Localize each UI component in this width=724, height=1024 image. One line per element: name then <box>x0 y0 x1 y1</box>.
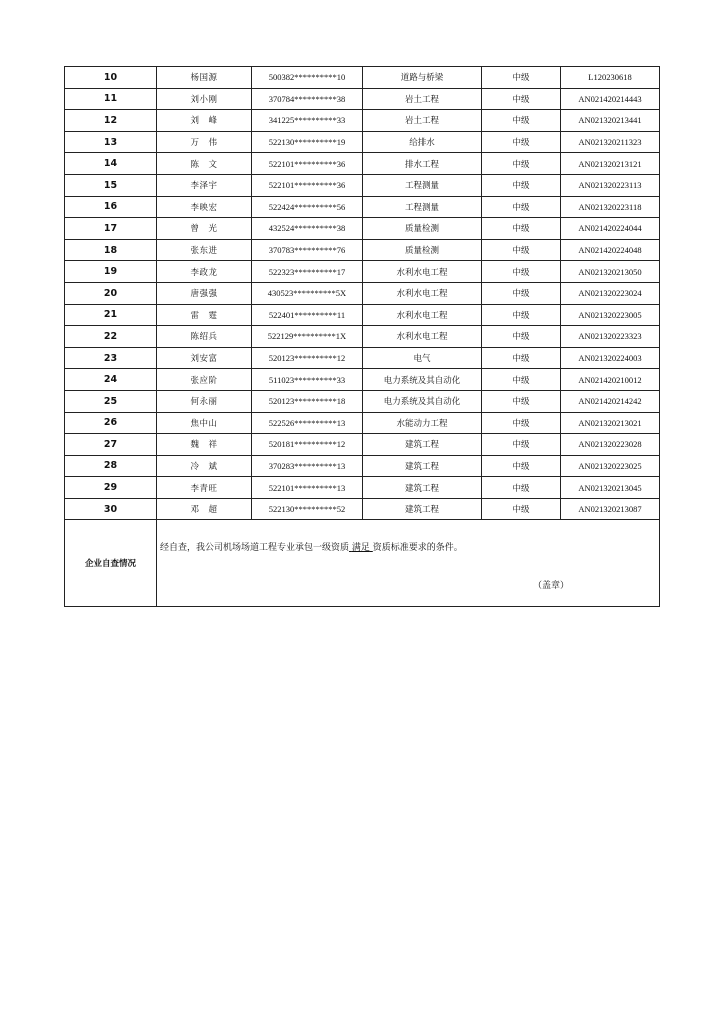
id-number: 522526**********13 <box>252 412 363 434</box>
table-row <box>65 304 660 326</box>
major: 建筑工程 <box>363 455 482 477</box>
major: 建筑工程 <box>363 498 482 520</box>
row-number: 30 <box>65 498 157 520</box>
seal-note: （盖章） <box>532 581 569 592</box>
title-level: 中级 <box>482 67 561 89</box>
person-name: 曾 光 <box>157 218 252 240</box>
person-name: 张东进 <box>157 239 252 261</box>
id-number: 511023**********33 <box>252 369 363 391</box>
title-level: 中级 <box>482 261 561 283</box>
row-number: 25 <box>65 390 157 412</box>
staff-roster-table <box>64 66 660 607</box>
table-row <box>65 261 660 283</box>
major: 水利水电工程 <box>363 326 482 348</box>
id-number: 522130**********52 <box>252 498 363 520</box>
title-level: 中级 <box>482 196 561 218</box>
table-row <box>65 153 660 175</box>
id-number: 370783**********76 <box>252 239 363 261</box>
row-number: 20 <box>65 282 157 304</box>
person-name: 杨国源 <box>157 67 252 89</box>
self-check-statement <box>160 540 463 553</box>
person-name: 刘安富 <box>157 347 252 369</box>
table-row <box>65 390 660 412</box>
id-number: 520123**********12 <box>252 347 363 369</box>
table-row <box>65 412 660 434</box>
self-check-content <box>157 520 660 607</box>
person-name: 何永丽 <box>157 390 252 412</box>
row-number: 11 <box>65 88 157 110</box>
certificate-number: AN021320223025 <box>561 455 660 477</box>
id-number: 522129**********1X <box>252 326 363 348</box>
row-number: 15 <box>65 174 157 196</box>
title-level: 中级 <box>482 434 561 456</box>
person-name: 李泽宇 <box>157 174 252 196</box>
person-name: 李映宏 <box>157 196 252 218</box>
row-number: 18 <box>65 239 157 261</box>
row-number: 16 <box>65 196 157 218</box>
id-number: 370283**********13 <box>252 455 363 477</box>
title-level: 中级 <box>482 282 561 304</box>
major: 电力系统及其自动化 <box>363 390 482 412</box>
major: 质量检测 <box>363 239 482 261</box>
certificate-number: AN021420214443 <box>561 88 660 110</box>
table-row <box>65 218 660 240</box>
certificate-number: AN021320211323 <box>561 131 660 153</box>
id-number: 522101**********36 <box>252 174 363 196</box>
major: 水能动力工程 <box>363 412 482 434</box>
major: 给排水 <box>363 131 482 153</box>
table-row <box>65 477 660 499</box>
person-name: 邓 超 <box>157 498 252 520</box>
person-name: 唐强强 <box>157 282 252 304</box>
id-number: 520181**********12 <box>252 434 363 456</box>
major: 质量检测 <box>363 218 482 240</box>
person-name: 冷 斌 <box>157 455 252 477</box>
major: 道路与桥梁 <box>363 67 482 89</box>
certificate-number: AN021420214242 <box>561 390 660 412</box>
person-name: 李政龙 <box>157 261 252 283</box>
title-level: 中级 <box>482 174 561 196</box>
person-name: 刘小刚 <box>157 88 252 110</box>
major: 电力系统及其自动化 <box>363 369 482 391</box>
certificate-number: AN021320224003 <box>561 347 660 369</box>
certificate-number: AN021320213021 <box>561 412 660 434</box>
certificate-number: AN021320213087 <box>561 498 660 520</box>
title-level: 中级 <box>482 239 561 261</box>
certificate-number: AN021420224044 <box>561 218 660 240</box>
table-row <box>65 174 660 196</box>
table-row <box>65 369 660 391</box>
certificate-number: AN021320223005 <box>561 304 660 326</box>
major: 岩土工程 <box>363 88 482 110</box>
id-number: 370784**********38 <box>252 88 363 110</box>
major: 建筑工程 <box>363 434 482 456</box>
id-number: 522130**********19 <box>252 131 363 153</box>
person-name: 李青旺 <box>157 477 252 499</box>
row-number: 17 <box>65 218 157 240</box>
certificate-number: AN021320213121 <box>561 153 660 175</box>
major: 建筑工程 <box>363 477 482 499</box>
row-number: 29 <box>65 477 157 499</box>
major: 工程测量 <box>363 174 482 196</box>
person-name: 陈 文 <box>157 153 252 175</box>
person-name: 万 伟 <box>157 131 252 153</box>
certificate-number: AN021320223113 <box>561 174 660 196</box>
certificate-number: L120230618 <box>561 67 660 89</box>
id-number: 520123**********18 <box>252 390 363 412</box>
row-number: 13 <box>65 131 157 153</box>
self-check-result: 满足 <box>351 543 370 554</box>
row-number: 24 <box>65 369 157 391</box>
major: 水利水电工程 <box>363 261 482 283</box>
row-number: 14 <box>65 153 157 175</box>
title-level: 中级 <box>482 326 561 348</box>
title-level: 中级 <box>482 498 561 520</box>
id-number: 432524**********38 <box>252 218 363 240</box>
table-row <box>65 455 660 477</box>
self-check-label: 企业自查情况 <box>65 520 157 607</box>
certificate-number: AN021320213441 <box>561 110 660 132</box>
table-row <box>65 239 660 261</box>
self-check-text-after: 资质标准要求的条件。 <box>372 543 463 554</box>
table-row <box>65 347 660 369</box>
person-name: 焦中山 <box>157 412 252 434</box>
id-number: 500382**********10 <box>252 67 363 89</box>
title-level: 中级 <box>482 131 561 153</box>
self-check-text-before: 经自查，我公司机场场道工程专业承包一级资质 <box>160 543 350 554</box>
certificate-number: AN021320213050 <box>561 261 660 283</box>
table-row <box>65 434 660 456</box>
row-number: 21 <box>65 304 157 326</box>
title-level: 中级 <box>482 218 561 240</box>
title-level: 中级 <box>482 412 561 434</box>
roster-body <box>65 67 660 520</box>
major: 工程测量 <box>363 196 482 218</box>
title-level: 中级 <box>482 153 561 175</box>
row-number: 19 <box>65 261 157 283</box>
title-level: 中级 <box>482 88 561 110</box>
major: 电气 <box>363 347 482 369</box>
id-number: 522424**********56 <box>252 196 363 218</box>
certificate-number: AN021320213045 <box>561 477 660 499</box>
title-level: 中级 <box>482 347 561 369</box>
title-level: 中级 <box>482 390 561 412</box>
major: 岩土工程 <box>363 110 482 132</box>
title-level: 中级 <box>482 304 561 326</box>
self-check-row <box>65 520 660 607</box>
table-row <box>65 110 660 132</box>
id-number: 430523**********5X <box>252 282 363 304</box>
row-number: 28 <box>65 455 157 477</box>
row-number: 22 <box>65 326 157 348</box>
title-level: 中级 <box>482 369 561 391</box>
row-number: 23 <box>65 347 157 369</box>
certificate-number: AN021320223323 <box>561 326 660 348</box>
table-row <box>65 196 660 218</box>
person-name: 雷 霆 <box>157 304 252 326</box>
major: 水利水电工程 <box>363 282 482 304</box>
title-level: 中级 <box>482 455 561 477</box>
certificate-number: AN021320223024 <box>561 282 660 304</box>
id-number: 522323**********17 <box>252 261 363 283</box>
certificate-number: AN021320223028 <box>561 434 660 456</box>
person-name: 张应阶 <box>157 369 252 391</box>
row-number: 27 <box>65 434 157 456</box>
certificate-number: AN021420210012 <box>561 369 660 391</box>
title-level: 中级 <box>482 110 561 132</box>
person-name: 魏 祥 <box>157 434 252 456</box>
id-number: 522401**********11 <box>252 304 363 326</box>
table-row <box>65 326 660 348</box>
person-name: 陈绍兵 <box>157 326 252 348</box>
certificate-number: AN021420224048 <box>561 239 660 261</box>
title-level: 中级 <box>482 477 561 499</box>
table-row <box>65 88 660 110</box>
table-row <box>65 282 660 304</box>
certificate-number: AN021320223118 <box>561 196 660 218</box>
row-number: 10 <box>65 67 157 89</box>
id-number: 522101**********36 <box>252 153 363 175</box>
table-row <box>65 67 660 89</box>
table-row <box>65 498 660 520</box>
major: 水利水电工程 <box>363 304 482 326</box>
id-number: 522101**********13 <box>252 477 363 499</box>
row-number: 12 <box>65 110 157 132</box>
major: 排水工程 <box>363 153 482 175</box>
id-number: 341225**********33 <box>252 110 363 132</box>
table-row <box>65 131 660 153</box>
row-number: 26 <box>65 412 157 434</box>
person-name: 刘 峰 <box>157 110 252 132</box>
